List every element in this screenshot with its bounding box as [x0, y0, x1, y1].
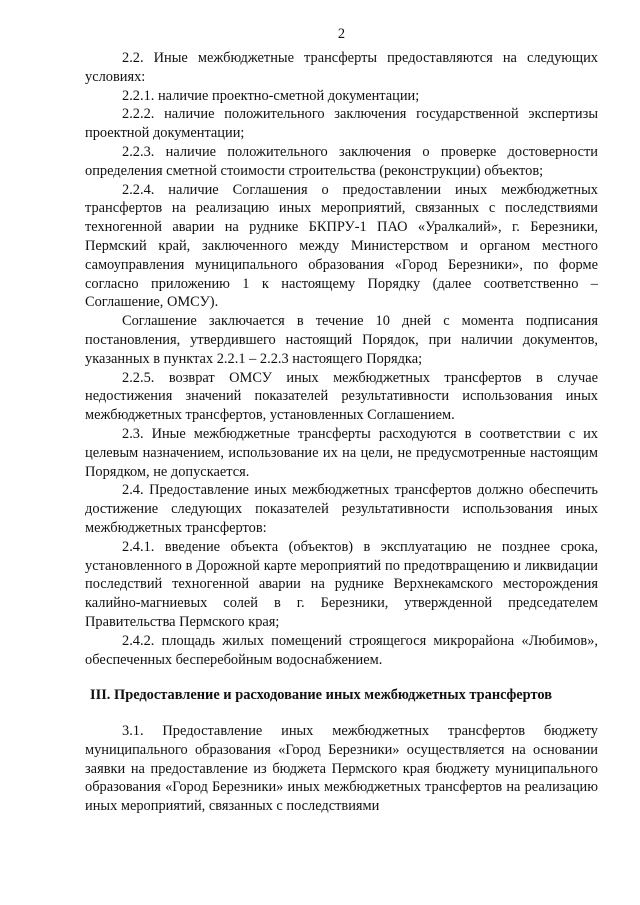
section-3-heading: III. Предоставление и расходование иных межбюджетных трансфертов	[90, 687, 552, 704]
paragraph-2-4: 2.4. Предоставление иных межбюджетных трансфертов должно обеспечить достижение следующих показателей результативности использования иных межбюджетных трансфертов:	[85, 482, 598, 536]
paragraph-2-4-1: 2.4.1. введение объекта (объектов) в эксплуатацию не позднее срока, установленного в Дорожной карте мероприятий по предотвращению и ликвидации последствий техногенной аварии на руднике Верхнекамского месторождения калийно-магниевых солей в г. Березники, утвержденной председателем Правительства Пермского края;	[85, 538, 598, 630]
paragraph-agreement: Соглашение заключается в течение 10 дней с момента подписания постановления, утвердившего настоящий Порядок, при наличии документов, указанных в пунктах 2.2.1 – 2.2.3 настоящего Порядка;	[85, 313, 598, 367]
page-number: 2	[337, 26, 346, 42]
paragraph-2-2-1: 2.2.1. наличие проектно-сметной документации;	[122, 87, 420, 104]
paragraph-2-2-3: 2.2.3. наличие положительного заключения о проверке достоверности определения сметной стоимости строительства (реконструкции) объектов;	[85, 143, 598, 179]
paragraph-3-1: 3.1. Предоставление иных межбюджетных трансфертов бюджету муниципального образования «Город Березники» осуществляется на основании заявки на предоставление из бюджета Пермского края бюджету муниципального образования «Город Березники» иных межбюджетных трансфертов на реализацию иных мероприятий, связанных с последствиями	[85, 723, 598, 815]
section-3-body	[85, 722, 598, 816]
paragraph-2-2-4: 2.2.4. наличие Соглашения о предоставлении иных межбюджетных трансфертов на реализацию иных мероприятий, связанных с последствиями техногенной аварии на руднике БКПРУ-1 ПАО «Уралкалий», г. Березники, Пермский край, заключенного между Министерством и органом местного самоуправления муниципального образования «Город Березники», по форме согласно приложению 1 к настоящему Порядку (далее соответственно – Соглашение, ОМСУ).	[85, 181, 598, 311]
paragraph-2-3: 2.3. Иные межбюджетные трансферты расходуются в соответствии с их целевым назначением, использование их на цели, не предусмотренные настоящим Порядком, не допускается.	[85, 425, 598, 480]
section-2-body	[85, 49, 598, 669]
paragraph-2-4-2: 2.4.2. площадь жилых помещений строящегося микрорайона «Любимов», обеспеченных бесперебойным водоснабжением.	[85, 632, 598, 668]
paragraph-2-2-5: 2.2.5. возврат ОМСУ иных межбюджетных трансфертов в случае недостижения значений показателей результативности использования иных межбюджетных трансфертов, установленных Соглашением.	[85, 369, 598, 424]
paragraph-2-2: 2.2. Иные межбюджетные трансферты предоставляются на следующих условиях:	[85, 50, 598, 85]
paragraph-2-2-2: 2.2.2. наличие положительного заключения государственной экспертизы проектной документации;	[85, 106, 598, 142]
